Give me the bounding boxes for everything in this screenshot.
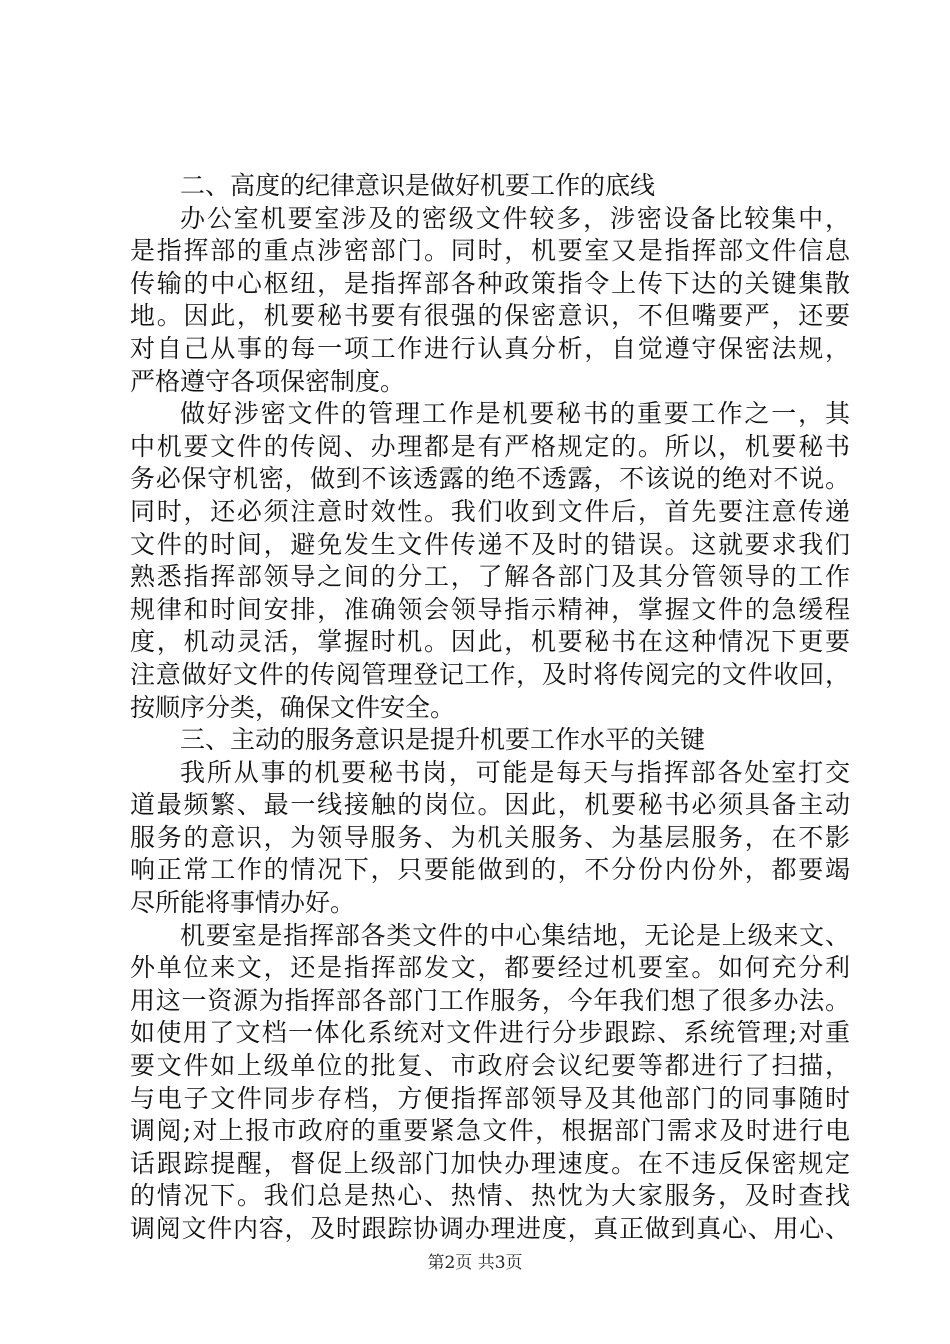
- body-line: 与电子文件同步存档，方便指挥部领导及其他部门的同事随时: [130, 1083, 850, 1113]
- body-line: 严格遵守各项保密制度。: [130, 366, 406, 396]
- body-line: 要文件如上级单位的批复、市政府会议纪要等都进行了扫描，: [130, 1051, 850, 1081]
- body-line: 话跟踪提醒，督促上级部门加快办理速度。在不违反保密规定: [130, 1148, 850, 1178]
- body-line: 外单位来文，还是指挥部发文，都要经过机要室。如何充分利: [130, 953, 850, 983]
- section-heading: 二、高度的纪律意识是做好机要工作的底线: [180, 171, 656, 200]
- body-line: 调阅;对上报市政府的重要紧急文件，根据部门需求及时进行电: [130, 1116, 850, 1146]
- body-line: 办公室机要室涉及的密级文件较多，涉密设备比较集中，: [180, 203, 850, 233]
- body-line: 如使用了文档一体化系统对文件进行分步跟踪、系统管理;对重: [130, 1018, 850, 1048]
- body-line: 调阅文件内容，及时跟踪协调办理进度，真正做到真心、用心、: [130, 1214, 850, 1243]
- page-number-label: 第2页 共3页: [427, 1253, 523, 1273]
- document-body: [130, 170, 850, 1246]
- body-line: 是指挥部的重点涉密部门。同时，机要室又是指挥部文件信息: [130, 236, 850, 266]
- body-line: 尽所能将事情办好。: [130, 888, 356, 918]
- body-line: 响正常工作的情况下，只要能做到的，不分份内份外，都要竭: [130, 855, 850, 885]
- body-line: 文件的时间，避免发生文件传递不及时的错误。这就要求我们: [130, 529, 850, 559]
- body-line: 务必保守机密，做到不该透露的绝不透露，不该说的绝对不说。: [130, 464, 850, 494]
- body-line: 熟悉指挥部领导之间的分工，了解各部门及其分管领导的工作: [130, 562, 850, 592]
- body-line: 服务的意识，为领导服务、为机关服务、为基层服务，在不影: [130, 822, 850, 852]
- body-line: 用这一资源为指挥部各部门工作服务，今年我们想了很多办法。: [130, 985, 850, 1015]
- body-line: 注意做好文件的传阅管理登记工作，及时将传阅完的文件收回，: [130, 659, 850, 689]
- body-line: 地。因此，机要秘书要有很强的保密意识，不但嘴要严，还要: [130, 301, 850, 331]
- body-line: 对自己从事的每一项工作进行认真分析，自觉遵守保密法规，: [130, 333, 850, 363]
- body-line: 我所从事的机要秘书岗，可能是每天与指挥部各处室打交: [180, 757, 850, 787]
- body-line: 规律和时间安排，准确领会领导指示精神，掌握文件的急缓程: [130, 594, 850, 624]
- page-footer: [0, 1248, 950, 1273]
- body-line: 道最频繁、最一线接触的岗位。因此，机要秘书必须具备主动: [130, 790, 850, 820]
- body-line: 同时，还必须注意时效性。我们收到文件后，首先要注意传递: [130, 496, 850, 526]
- body-line: 传输的中心枢纽，是指挥部各种政策指令上传下达的关键集散: [130, 268, 850, 298]
- body-line: 中机要文件的传阅、办理都是有严格规定的。所以，机要秘书: [130, 431, 850, 461]
- body-line: 按顺序分类，确保文件安全。: [130, 692, 456, 722]
- body-line: 做好涉密文件的管理工作是机要秘书的重要工作之一，其: [180, 399, 850, 429]
- body-line: 机要室是指挥部各类文件的中心集结地，无论是上级来文、: [180, 920, 850, 950]
- section-heading: 三、主动的服务意识是提升机要工作水平的关键: [180, 725, 706, 755]
- body-line: 的情况下。我们总是热心、热情、热忱为大家服务，及时查找: [130, 1181, 850, 1211]
- body-line: 度，机动灵活，掌握时机。因此，机要秘书在这种情况下更要: [130, 627, 850, 657]
